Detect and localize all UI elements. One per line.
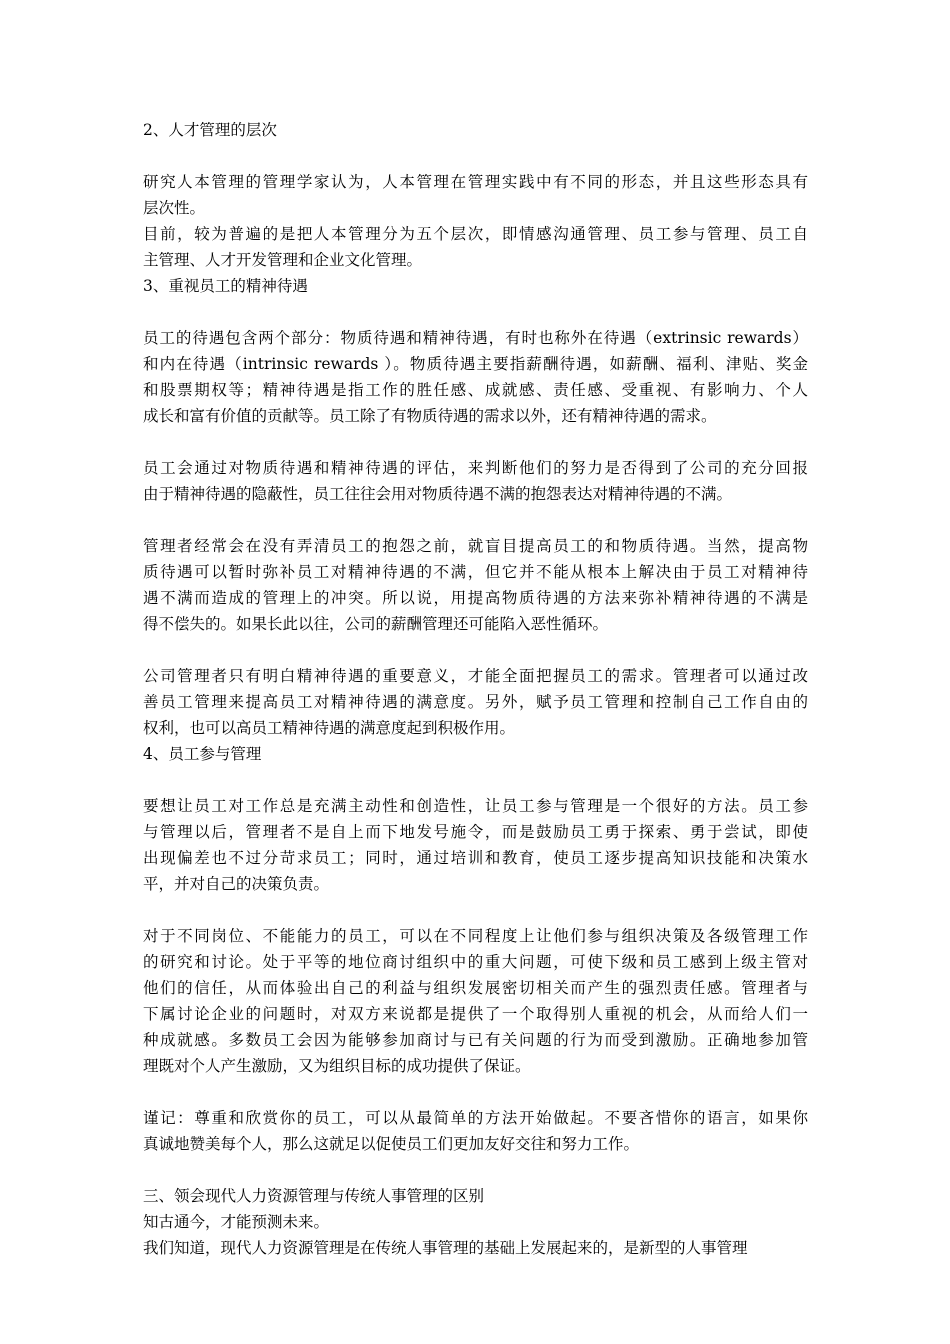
- blank-line: [143, 299, 808, 325]
- text-line: 公司管理者只有明白精神待遇的重要意义，才能全面把握员工的需求。管理者可以通过改: [143, 667, 808, 685]
- blank-line: [143, 507, 808, 533]
- text-line: 平，并对自己的决策负责。: [143, 875, 330, 893]
- text-line: 管理者经常会在没有弄清员工的抱怨之前，就盲目提高员工的和物质待遇。当然，提高物: [143, 537, 808, 555]
- text-line: 谨记：尊重和欣赏你的员工，可以从最简单的方法开始做起。不要吝惜你的语言，如果你: [143, 1109, 808, 1127]
- text-line: 员工会通过对物质待遇和精神待遇的评估，来判断他们的努力是否得到了公司的充分回报: [143, 459, 808, 477]
- text-line: 4、员工参与管理: [143, 745, 262, 763]
- text-line: 我们知道，现代人力资源管理是在传统人事管理的基础上发展起来的，是新型的人事管理: [143, 1239, 748, 1257]
- blank-line: [143, 1157, 808, 1183]
- text-line: 与管理以后，管理者不是自上而下地发号施令，而是鼓励员工勇于探索、勇于尝试，即使: [143, 823, 808, 841]
- text-line: 3、重视员工的精神待遇: [143, 277, 308, 295]
- paragraph: [143, 663, 808, 741]
- blank-line: [143, 897, 808, 923]
- text-line: 真诚地赞美每个人，那么这就足以促使员工们更加友好交往和努力工作。: [143, 1135, 640, 1153]
- text-line: 主管理、人才开发管理和企业文化管理。: [143, 251, 423, 269]
- paragraph: [143, 533, 808, 637]
- text-line: 层次性。: [143, 199, 206, 217]
- blank-line: [143, 143, 808, 169]
- text-line: 的研究和讨论。处于平等的地位商讨组织中的重大问题，可使下级和员工感到上级主管对: [143, 953, 808, 971]
- text-line: 得不偿失的。如果长此以往，公司的薪酬管理还可能陷入恶性循环。: [143, 615, 609, 633]
- document-page: [143, 117, 808, 1261]
- section-heading: [143, 117, 808, 143]
- text-line: 要想让员工对工作总是充满主动性和创造性，让员工参与管理是一个很好的方法。员工参: [143, 797, 808, 815]
- paragraph: [143, 325, 808, 429]
- text-line: 质待遇可以暂时弥补员工对精神待遇的不满，但它并不能从根本上解决由于员工对精神待: [143, 563, 808, 581]
- blank-line: [143, 767, 808, 793]
- section-heading: [143, 741, 808, 767]
- text-line: 他们的信任，从而体验出自己的利益与组织发展密切相关而产生的强烈责任感。管理者与: [143, 979, 808, 997]
- paragraph: [143, 1105, 808, 1157]
- text-line: 2、人才管理的层次: [143, 121, 277, 139]
- text-line: 出现偏差也不过分苛求员工；同时，通过培训和教育，使员工逐步提高知识技能和决策水: [143, 849, 808, 867]
- blank-line: [143, 1079, 808, 1105]
- paragraph: [143, 455, 808, 507]
- text-line: 善员工管理来提高员工对精神待遇的满意度。另外，赋予员工管理和控制自己工作自由的: [143, 693, 808, 711]
- text-line: 和内在待遇（intrinsic rewards ）。物质待遇主要指薪酬待遇，如薪酬、福利、津贴、奖金: [143, 355, 808, 373]
- blank-line: [143, 637, 808, 663]
- section-heading: [143, 273, 808, 299]
- text-line: 目前，较为普遍的是把人本管理分为五个层次，即情感沟通管理、员工参与管理、员工自: [143, 225, 808, 243]
- text-line: 对于不同岗位、不能能力的员工，可以在不同程度上让他们参与组织决策及各级管理工作: [143, 927, 808, 945]
- paragraph: [143, 793, 808, 897]
- text-line: 遇不满而造成的管理上的冲突。所以说，用提高物质待遇的方法来弥补精神待遇的不满是: [143, 589, 808, 607]
- paragraph: [143, 923, 808, 1079]
- text-line: 由于精神待遇的隐蔽性，员工往往会用对物质待遇不满的抱怨表达对精神待遇的不满。: [143, 485, 733, 503]
- text-line: 种成就感。多数员工会因为能够参加商讨与已有关问题的行为而受到激励。正确地参加管: [143, 1031, 808, 1049]
- text-line: 成长和富有价值的贡献等。员工除了有物质待遇的需求以外，还有精神待遇的需求。: [143, 407, 717, 425]
- paragraph: [143, 221, 808, 273]
- text-line: 员工的待遇包含两个部分：物质待遇和精神待遇，有时也称外在待遇（extrinsic rewards）: [143, 329, 808, 347]
- blank-line: [143, 429, 808, 455]
- text-line: 下属讨论企业的问题时，对双方来说都是提供了一个取得别人重视的机会，从而给人们一: [143, 1005, 808, 1023]
- text-line: 理既对个人产生激励，又为组织目标的成功提供了保证。: [143, 1057, 531, 1075]
- text-line: 研究人本管理的管理学家认为，人本管理在管理实践中有不同的形态，并且这些形态具有: [143, 173, 808, 191]
- paragraph: [143, 1209, 808, 1235]
- text-line: 和股票期权等；精神待遇是指工作的胜任感、成就感、责任感、受重视、有影响力、个人: [143, 381, 808, 399]
- text-line: 三、领会现代人力资源管理与传统人事管理的区别: [143, 1187, 485, 1205]
- paragraph: [143, 1235, 808, 1261]
- paragraph: [143, 169, 808, 221]
- text-line: 权利，也可以高员工精神待遇的满意度起到积极作用。: [143, 719, 516, 737]
- text-line: 知古通今，才能预测未来。: [143, 1213, 330, 1231]
- section-heading: [143, 1183, 808, 1209]
